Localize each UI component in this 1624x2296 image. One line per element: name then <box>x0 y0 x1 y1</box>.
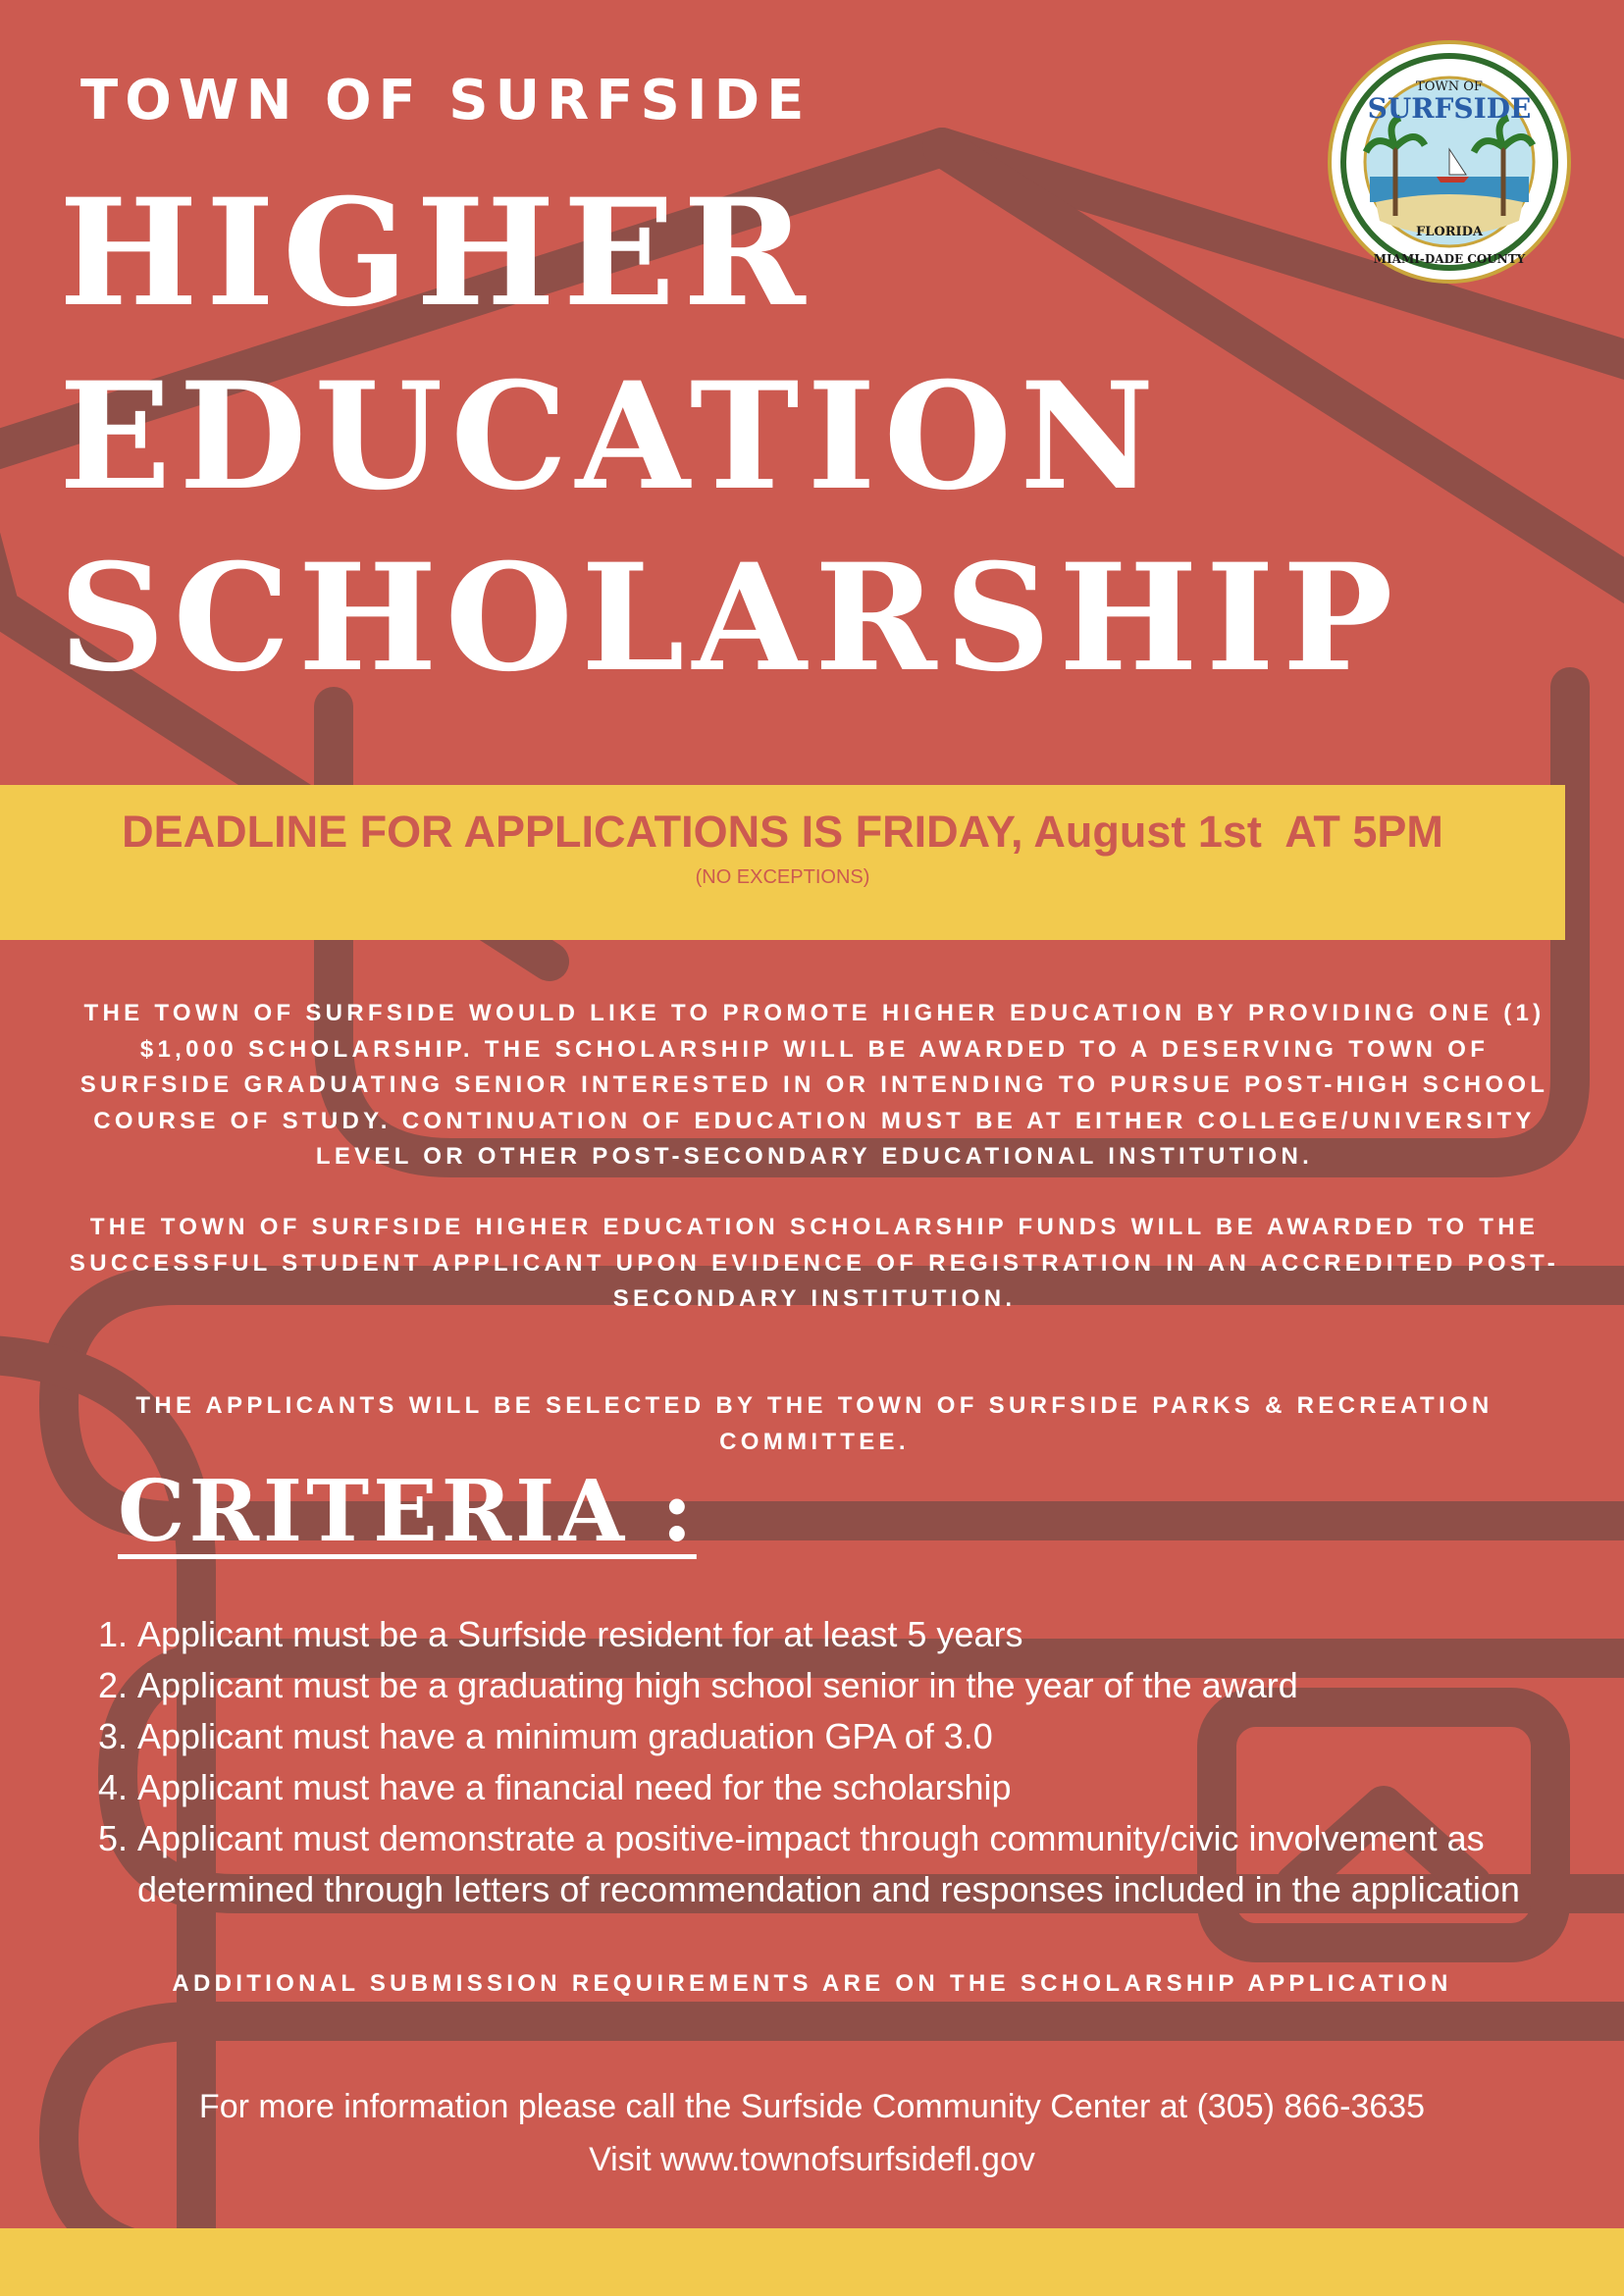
criteria-text: Applicant must be a Surfside resident for at least 5 years <box>137 1614 1023 1654</box>
criteria-heading: CRITERIA : <box>118 1462 697 1561</box>
criteria-text: Applicant must be a graduating high school senior in the year of the award <box>137 1665 1298 1705</box>
criteria-item <box>98 1813 1609 1915</box>
criteria-item <box>98 1609 1609 1660</box>
seal-name-text: SURFSIDE <box>1367 92 1532 125</box>
criteria-number: 5. <box>98 1818 129 1858</box>
criteria-text: Applicant must have a financial need for the scholarship <box>137 1767 1012 1807</box>
seal-state-text: FLORIDA <box>1416 225 1483 239</box>
criteria-text: Applicant must demonstrate a positive-impact through community/civic involvement as determined through letters of recommendation and responses included in the application <box>137 1818 1520 1909</box>
website-link[interactable]: Visit www.townofsurfsidefl.gov <box>589 2141 1035 2178</box>
funds-paragraph: THE TOWN OF SURFSIDE HIGHER EDUCATION SCHOLARSHIP FUNDS WILL BE AWARDED TO THE SUCCESSFUL STUDENT APPLICANT UPON EVIDENCE OF REGISTRATION IN AN ACCREDITED POST-SECONDARY INSTITUTION. <box>69 1214 1560 1312</box>
criteria-number: 3. <box>98 1716 129 1756</box>
criteria-item <box>98 1660 1609 1711</box>
title-line-higher: HIGHER <box>59 167 813 339</box>
title-line-education: EDUCATION <box>59 350 1163 523</box>
selection-paragraph: THE APPLICANTS WILL BE SELECTED BY THE TOWN OF SURFSIDE PARKS & RECREATION COMMITTEE. <box>135 1392 1493 1455</box>
deadline-text: DEADLINE FOR APPLICATIONS IS FRIDAY, August 1st AT 5PM <box>122 807 1443 857</box>
town-name: TOWN OF SURFSIDE <box>80 69 812 132</box>
seal-county-text: MIAMI-DADE COUNTY <box>1373 252 1526 266</box>
criteria-item <box>98 1762 1609 1813</box>
contact-line: For more information please call the Surfside Community Center at (305) 866-3635 <box>198 2088 1426 2125</box>
title-line-scholarship: SCHOLARSHIP <box>59 532 1401 704</box>
seal-top-text: TOWN OF <box>1416 79 1483 94</box>
criteria-number: 4. <box>98 1767 129 1807</box>
town-seal-icon <box>1327 39 1572 285</box>
criteria-text: Applicant must have a minimum graduation GPA of 3.0 <box>137 1716 993 1756</box>
criteria-number: 2. <box>98 1665 129 1705</box>
criteria-list <box>98 1609 1609 1915</box>
criteria-number: 1. <box>98 1614 129 1654</box>
criteria-item <box>98 1711 1609 1762</box>
intro-paragraph: THE TOWN OF SURFSIDE WOULD LIKE TO PROMOTE HIGHER EDUCATION BY PROVIDING ONE (1) $1,000 SCHOLARSHIP. THE SCHOLARSHIP WILL BE AWARDED TO A DESERVING TOWN OF SURFSIDE GRADUATING SENIOR INTERESTED IN OR INTENDING TO PURSUE POST-HIGH SCHOOL COURSE OF STUDY. CONTINUATION OF EDUCATION MUST BE AT EITHER COLLEGE/UNIVERSITY LEVEL OR OTHER POST-SECONDARY EDUCATIONAL INSTITUTION. <box>79 1000 1549 1170</box>
deadline-note: (NO EXCEPTIONS) <box>695 866 870 888</box>
bottom-band <box>0 2228 1624 2296</box>
additional-requirements: ADDITIONAL SUBMISSION REQUIREMENTS ARE ON THE SCHOLARSHIP APPLICATION <box>172 1970 1452 1997</box>
